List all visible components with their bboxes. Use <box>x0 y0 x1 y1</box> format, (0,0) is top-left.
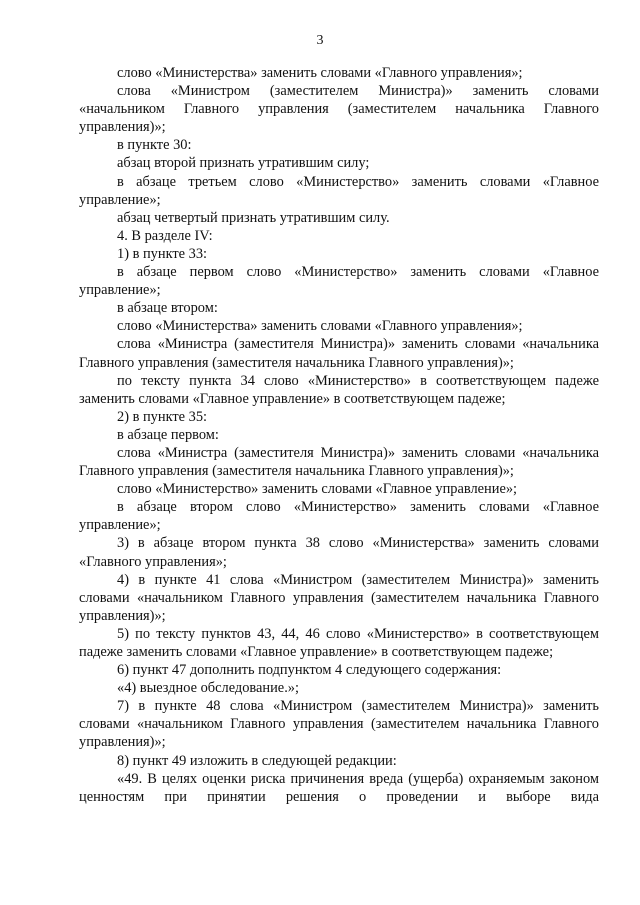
paragraph: в абзаце первом слово «Министерство» заменить словами «Главное управление»; <box>79 264 599 299</box>
paragraph: 3) в абзаце втором пункта 38 слово «Министерства» заменить словами «Главного управления»; <box>79 535 599 570</box>
paragraph: «49. В целях оценки риска причинения вреда (ущерба) охраняемым законом ценностям при принятии решения о проведении и выборе вида <box>79 770 599 805</box>
paragraph: 8) пункт 49 изложить в следующей редакции: <box>117 752 397 769</box>
paragraph: 1) в пункте 33: <box>117 245 208 262</box>
paragraph: в абзаце втором слово «Министерство» заменить словами «Главное управление»; <box>79 499 599 534</box>
paragraph: 4) в пункте 41 слова «Министром (заместителем Министра)» заменить словами «начальником Главного управления (заместителем начальника Главного управления)»; <box>79 571 599 624</box>
paragraph: слова «Министра (заместителя Министра)» заменить словами «начальника Главного управления (заместителя начальника Главного управления)»; <box>79 336 599 371</box>
paragraph: «4) выездное обследование.»; <box>117 680 299 697</box>
paragraph: в абзаце втором: <box>117 300 218 317</box>
paragraph: абзац второй признать утратившим силу; <box>117 155 370 172</box>
paragraph: 7) в пункте 48 слова «Министром (заместителем Министра)» заменить словами «начальником Главного управления (заместителем начальника Главного управления)»; <box>79 698 599 751</box>
paragraph: слова «Министром (заместителем Министра)» заменить словами «начальником Главного управления (заместителем начальника Главного управления)»; <box>79 83 599 136</box>
paragraph: абзац четвертый признать утратившим силу. <box>117 209 390 226</box>
paragraph: по тексту пункта 34 слово «Министерство» в соответствующем падеже заменить словами «Главное управление» в соответствующем падеже; <box>79 372 599 407</box>
paragraph: слова «Министра (заместителя Министра)» заменить словами «начальника Главного управления (заместителя начальника Главного управления)»; <box>79 444 599 480</box>
paragraph: слово «Министерства» заменить словами «Главного управления»; <box>117 318 523 335</box>
paragraph: слово «Министерство» заменить словами «Главное управление»; <box>117 481 518 498</box>
paragraph: в абзаце третьем слово «Министерство» заменить словами «Главное управление»; <box>79 173 599 208</box>
paragraph: 2) в пункте 35: <box>117 408 208 425</box>
document-body <box>79 64 599 806</box>
paragraph: 6) пункт 47 дополнить подпунктом 4 следующего содержания: <box>117 662 502 679</box>
paragraph: слово «Министерства» заменить словами «Главного управления»; <box>117 65 523 81</box>
paragraph: 4. В разделе IV: <box>117 227 213 244</box>
paragraph: 5) по тексту пунктов 43, 44, 46 слово «Министерство» в соответствующем падеже заменить словами «Главное управление» в соответствующем падеже; <box>79 625 599 660</box>
page-number: 3 <box>316 33 324 48</box>
paragraph: в абзаце первом: <box>117 426 219 443</box>
paragraph: в пункте 30: <box>117 137 192 154</box>
